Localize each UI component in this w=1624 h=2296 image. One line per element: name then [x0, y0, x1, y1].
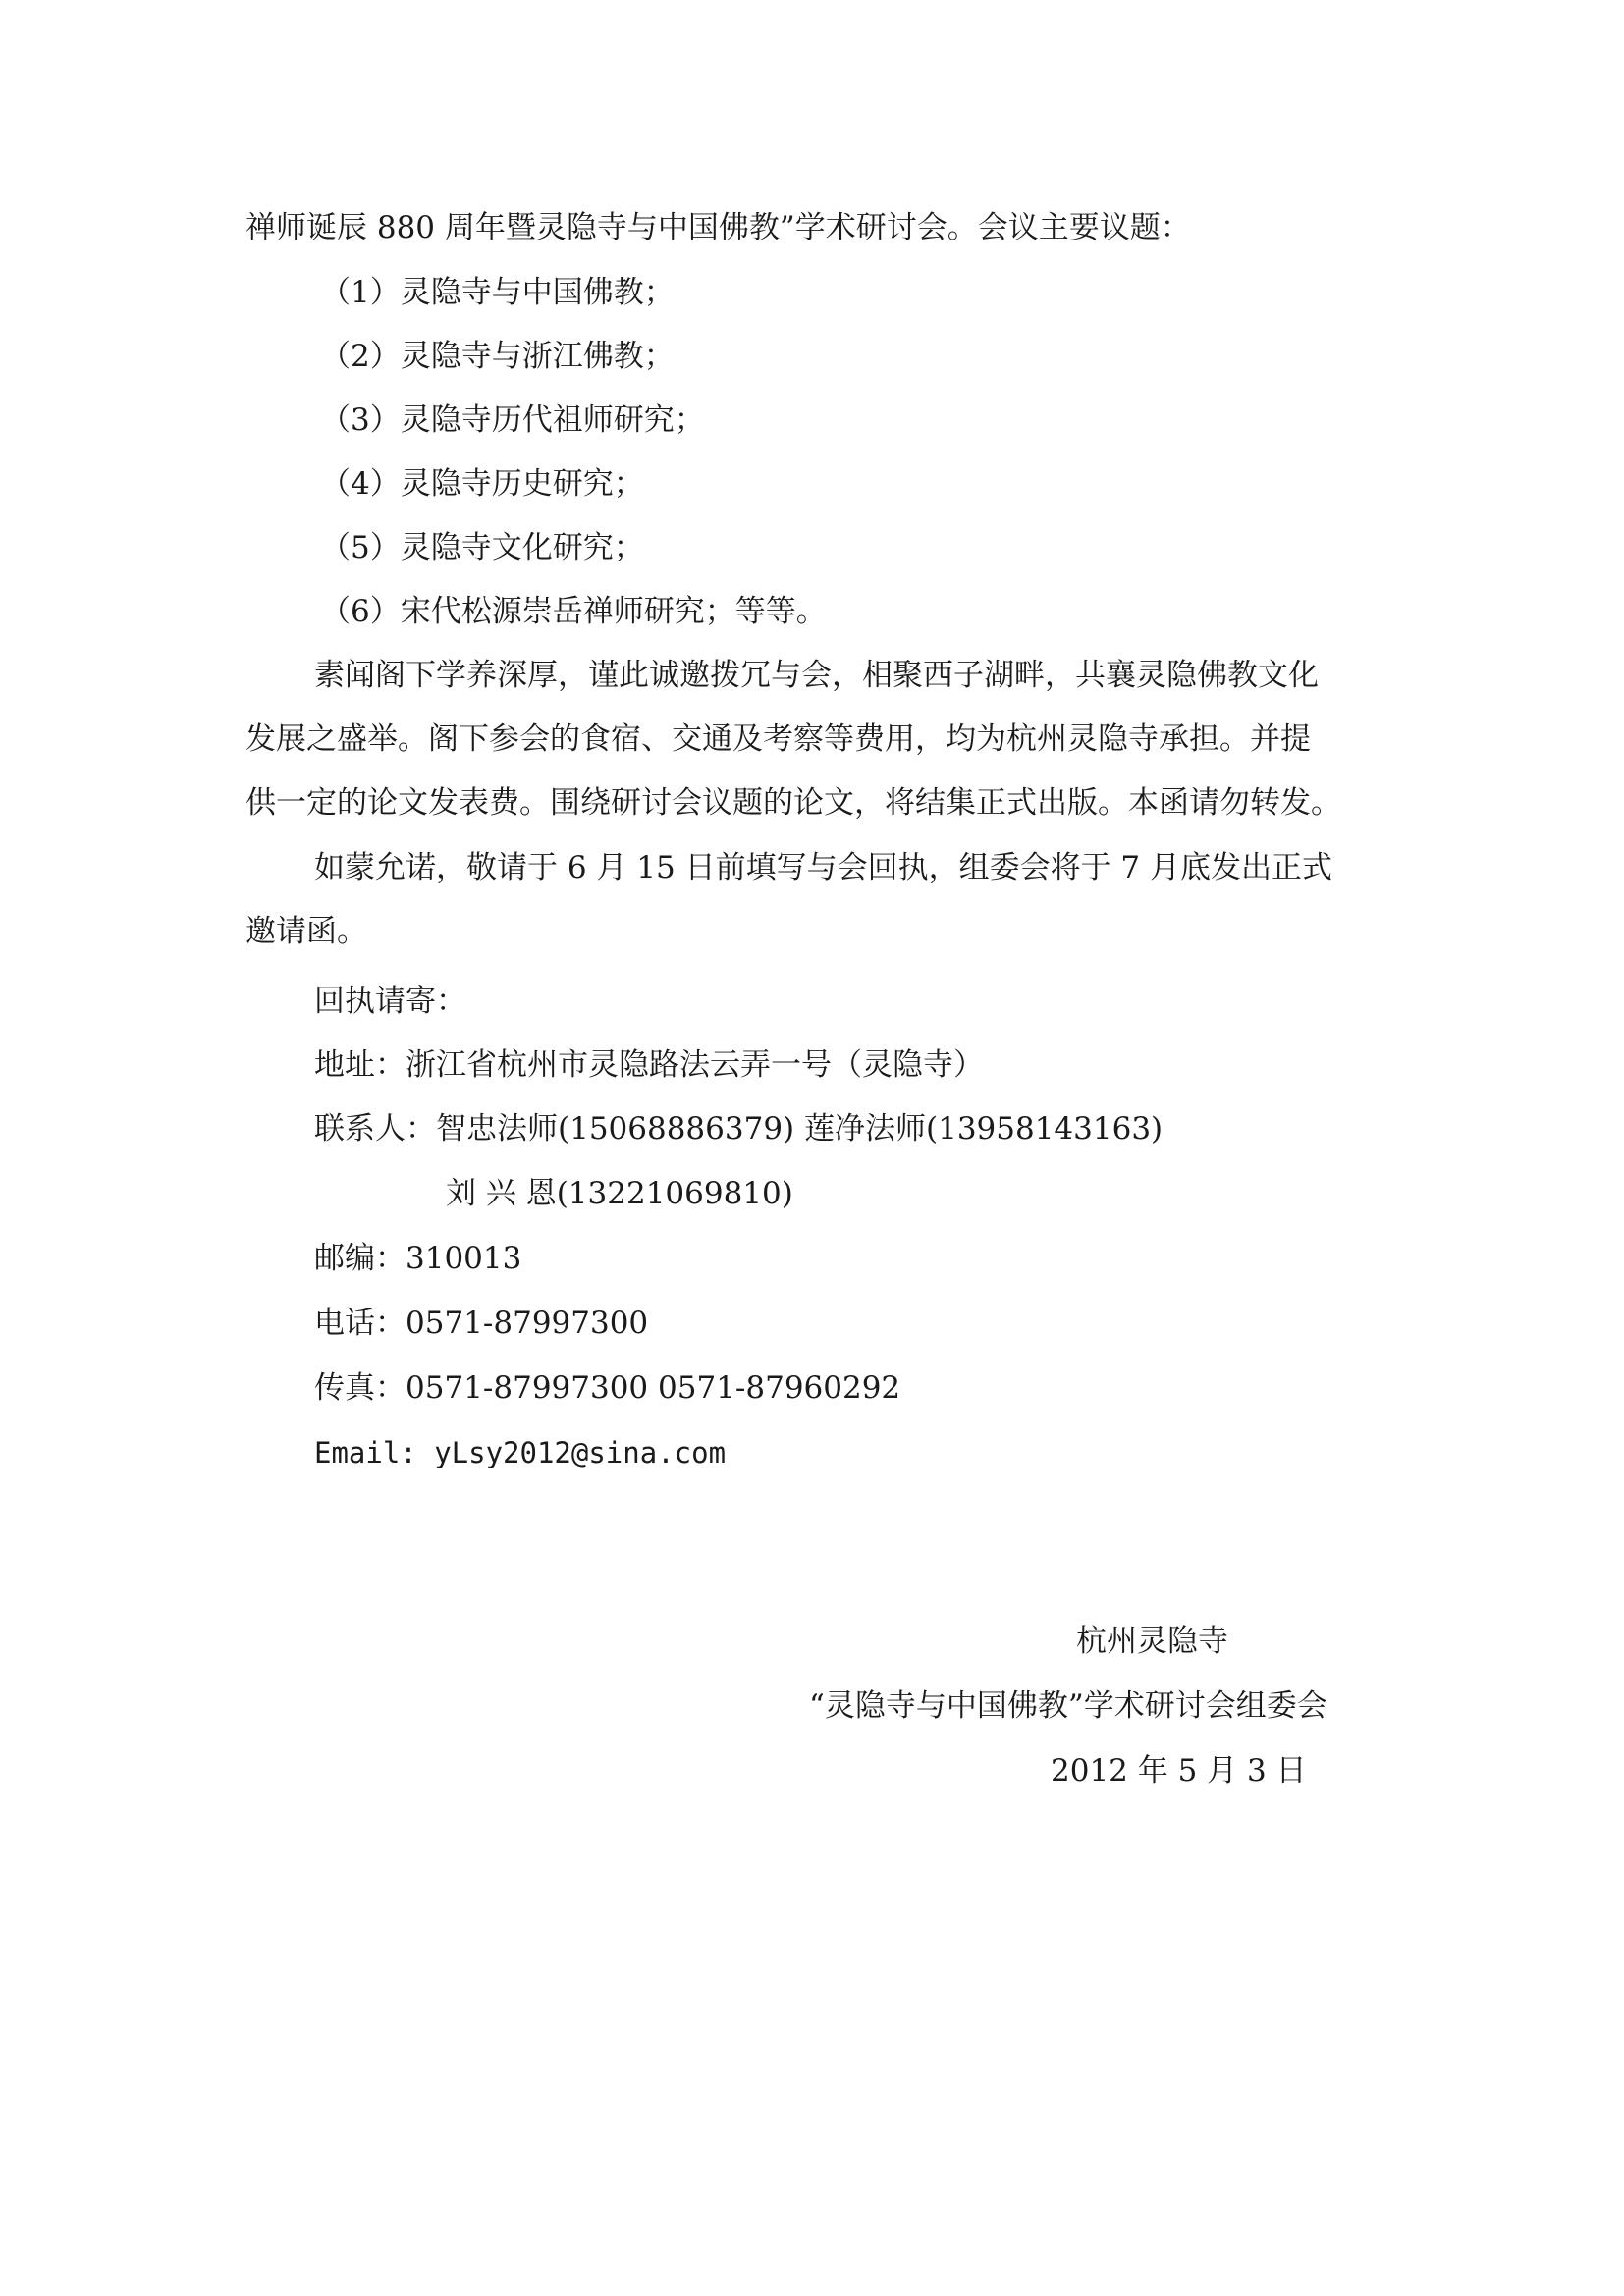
phone-line: 电话：0571-87997300 [314, 1306, 649, 1341]
topic-3: （3）灵隐寺历代祖师研究； [320, 402, 705, 438]
reply-line-1: 如蒙允诺，敬请于 6 月 15 日前填写与会回执，组委会将于 7 月底发出正式 [314, 850, 1333, 885]
invitation-line-3: 供一定的论文发表费。围绕研讨会议题的论文，将结集正式出版。本函请勿转发。 [245, 785, 1341, 821]
reply-line-2: 邀请函。 [245, 914, 367, 949]
signature-committee: “灵隐寺与中国佛教”学术研讨会组委会 [809, 1688, 1327, 1724]
contacts-line-1: 联系人：智忠法师(15068886379) 莲净法师(13958143163) [314, 1111, 1164, 1147]
email-line: Email: yLsy2012@sina.com [314, 1436, 727, 1469]
topic-5: （5）灵隐寺文化研究； [320, 530, 644, 565]
fax-line: 传真：0571-87997300 0571-87960292 [314, 1370, 901, 1406]
intro-line: 禅师诞辰 880 周年暨灵隐寺与中国佛教”学术研讨会。会议主要议题： [245, 210, 1191, 245]
reply-heading: 回执请寄： [314, 984, 466, 1019]
signature-org: 杭州灵隐寺 [1076, 1624, 1228, 1659]
invitation-line-1: 素闻阁下学养深厚，谨此诚邀拨冗与会，相聚西子湖畔，共襄灵隐佛教文化 [314, 658, 1319, 693]
topic-4: （4）灵隐寺历史研究； [320, 466, 644, 502]
signature-date: 2012 年 5 月 3 日 [1051, 1753, 1307, 1789]
topic-1: （1）灵隐寺与中国佛教； [320, 275, 675, 310]
address-line: 地址：浙江省杭州市灵隐路法云弄一号（灵隐寺） [314, 1047, 984, 1083]
invitation-line-2: 发展之盛举。阁下参会的食宿、交通及考察等费用，均为杭州灵隐寺承担。并提 [245, 721, 1311, 757]
topic-6: （6）宋代松源崇岳禅师研究；等等。 [320, 594, 827, 629]
topic-2: （2）灵隐寺与浙江佛教； [320, 339, 675, 374]
postcode-line: 邮编：310013 [314, 1241, 522, 1276]
contacts-line-2: 刘 兴 恩(13221069810) [446, 1176, 793, 1211]
